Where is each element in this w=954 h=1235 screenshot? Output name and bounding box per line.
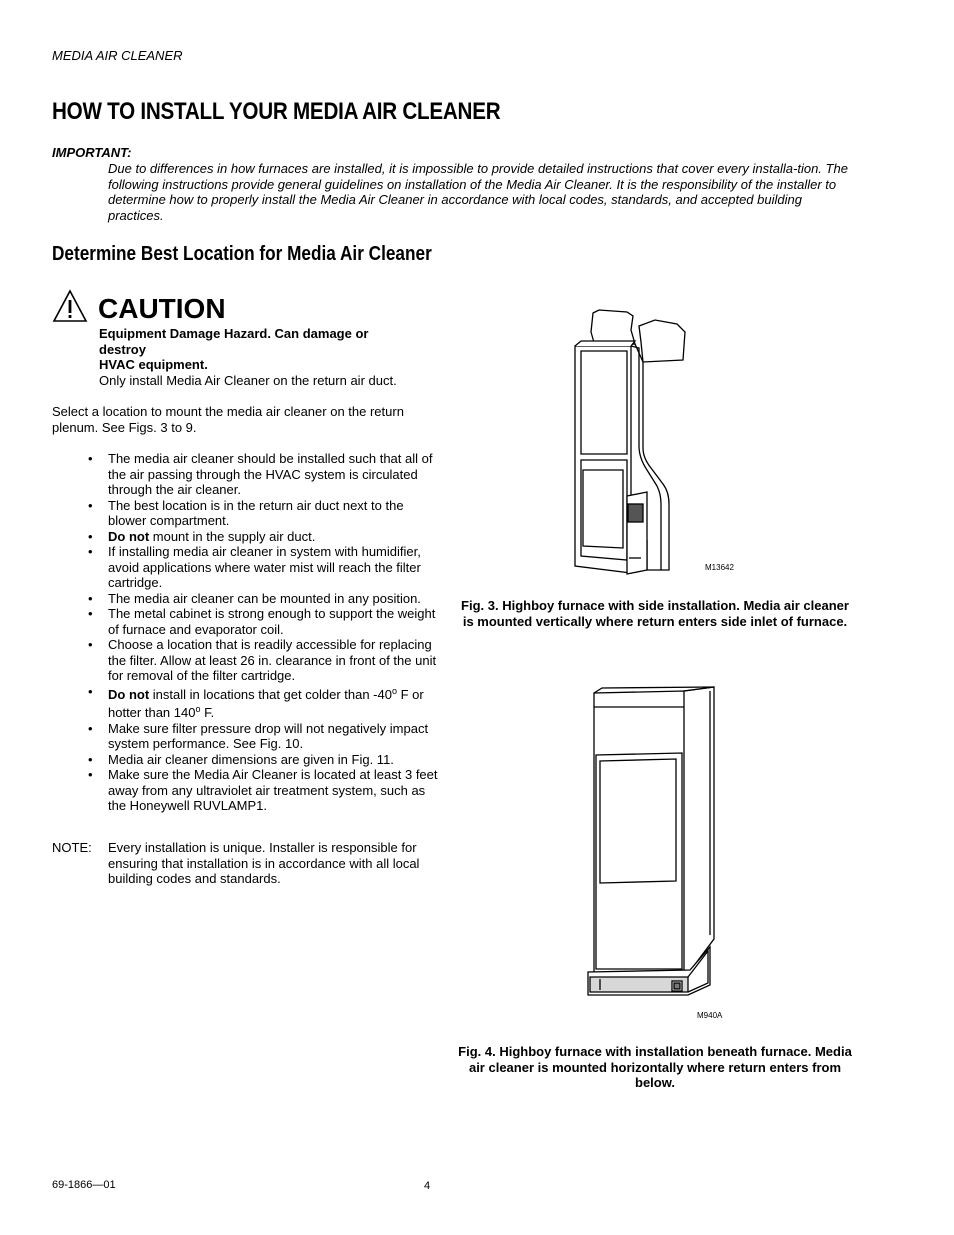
document-number: 69-1866—01 [52,1179,116,1191]
intro-paragraph: Select a location to mount the media air cleaner on the return plenum. See Figs. 3 to 9. [52,404,404,435]
figure-4-caption: Fig. 4. Highboy furnace with installation beneath furnace. Media air cleaner is mounted horizontally where return enters from below. [458,1044,852,1090]
list-item: • Choose a location that is readily accessible for replacing the filter. Allow at least 26 in. clearance in front of the unit for removal of the filter cartridge. [88,637,437,683]
figure-3-illustration [565,308,705,578]
list-item: • Make sure the Media Air Cleaner is located at least 3 feet away from any ultraviolet air treatment system, such as the Honeywell RUVLAMP1. [88,767,438,813]
list-item: • The metal cabinet is strong enough to support the weight of furnace and evaporator coil. [88,606,436,637]
note-label: NOTE: [52,840,92,855]
note-text: Every installation is unique. Installer is responsible for ensuring that installation is in accordance with all local building codes and standards. [108,840,420,886]
figure-3-code: M13642 [705,563,734,572]
warning-triangle-icon [52,289,88,323]
caution-body [99,326,419,388]
figure-4-illustration [584,685,724,1010]
caution-heading: CAUTION [98,293,226,324]
figure-4-code: M940A [697,1011,723,1020]
list-item: • The best location is in the return air duct next to the blower compartment. [88,497,404,528]
caution-line-1: Equipment Damage Hazard. Can damage or destroy [99,326,369,357]
caution-line-3: Only install Media Air Cleaner on the return air duct. [99,372,397,388]
page-number: 4 [424,1180,431,1192]
caution-line-2: HVAC equipment. [99,357,208,372]
list-item-temperature: • Do not install in locations that get colder than -40$^o$ F or hotter than 140$^o$ F. [88,683,424,720]
list-item: • The media air cleaner can be mounted in any position. [88,590,421,606]
list-item: • Make sure filter pressure drop will not negatively impact system performance. See Fig. 10. [88,720,429,751]
subsection-title: Determine Best Location for Media Air Cleaner [52,243,432,265]
list-item: • If installing media air cleaner in system with humidifier, avoid applications where water mist will reach the filter cartridge. [88,544,421,590]
figure-3-caption: Fig. 3. Highboy furnace with side installation. Media air cleaner is mounted vertically where return enters side inlet of furnace. [461,598,849,629]
list-item: • Do not mount in the supply air duct. [88,528,316,544]
running-header: MEDIA AIR CLEANER [52,48,183,63]
section-title: HOW TO INSTALL YOUR MEDIA AIR CLEANER [52,98,501,125]
important-label: IMPORTANT: [52,145,132,160]
location-bullet-list [88,451,438,814]
important-text: Due to differences in how furnaces are installed, it is impossible to provide detailed instructions that cover every installa-tion. The following instructions provide general guidelines on installation of the Media Air Cleaner. It is the responsibility of the installer to determine how to properly install the Media Air Cleaner in accordance with local codes, standards, and accepted building practices. [108,161,848,223]
list-item: • Media air cleaner dimensions are given in Fig. 11. [88,751,394,767]
list-item: • The media air cleaner should be installed such that all of the air passing through the HVAC system is circulated through the air cleaner. [88,451,433,497]
